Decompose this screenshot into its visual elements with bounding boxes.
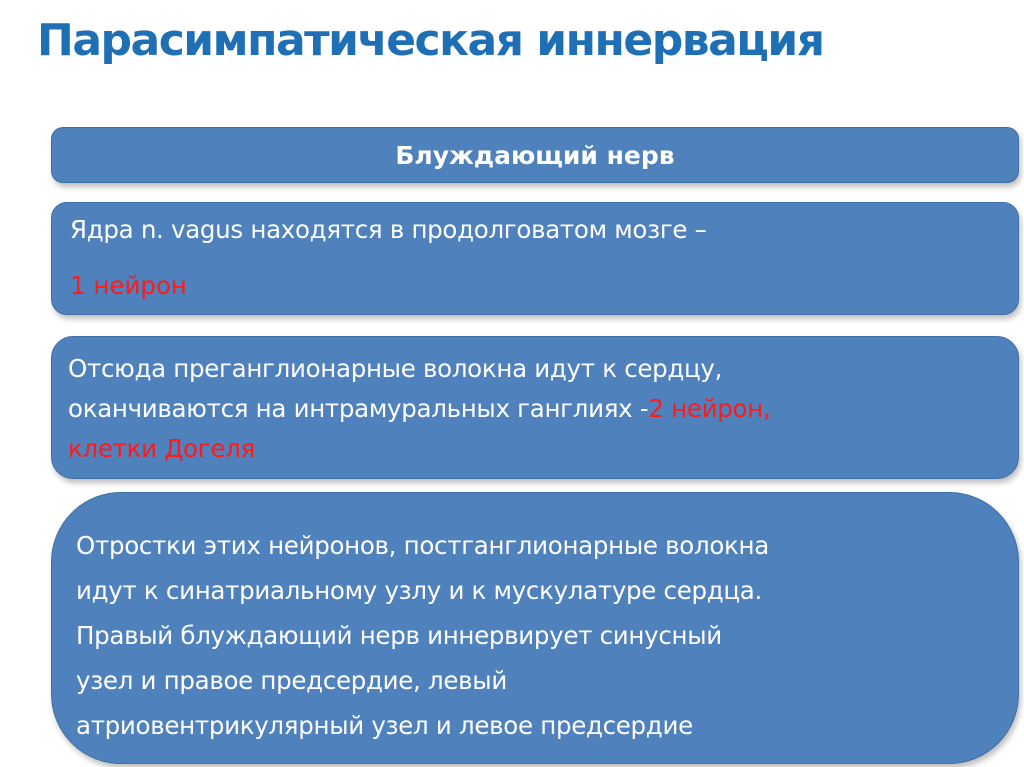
info-box-text: Ядра n. vagus находятся в продолговатом мозге – [70, 215, 707, 244]
neuron-label-1: 1 нейрон [70, 271, 187, 300]
info-box-text-segment: оканчиваются на интрамуральных ганглиях - [68, 394, 649, 423]
info-box-postganglionic [51, 492, 1019, 764]
info-box-text-line: Отростки этих нейронов, постганглионарные волокна [76, 531, 769, 560]
info-box-text-line: Отсюда преганглионарные волокна идут к сердцу, [68, 354, 723, 383]
header-box-label: Блуждающий нерв [395, 140, 675, 170]
info-box-text-line: Правый блуждающий нерв иннервирует синусный [76, 621, 722, 650]
info-box-vagus-nuclei [51, 202, 1019, 315]
slide-title: Парасимпатическая иннервация [37, 15, 824, 66]
info-box-text-line [68, 389, 1018, 429]
header-box [51, 127, 1019, 183]
info-box-text-line: идут к синатриальному узлу и к мускулатуре сердца. [76, 576, 762, 605]
info-box-preganglionic [51, 336, 1019, 479]
dogiel-cells-label: клетки Догеля [68, 434, 255, 463]
info-box-text-line: атриовентрикулярный узел и левое предсердие [76, 711, 693, 740]
neuron-label-2: 2 нейрон, [648, 394, 771, 423]
info-box-text-line: узел и правое предсердие, левый [76, 666, 507, 695]
